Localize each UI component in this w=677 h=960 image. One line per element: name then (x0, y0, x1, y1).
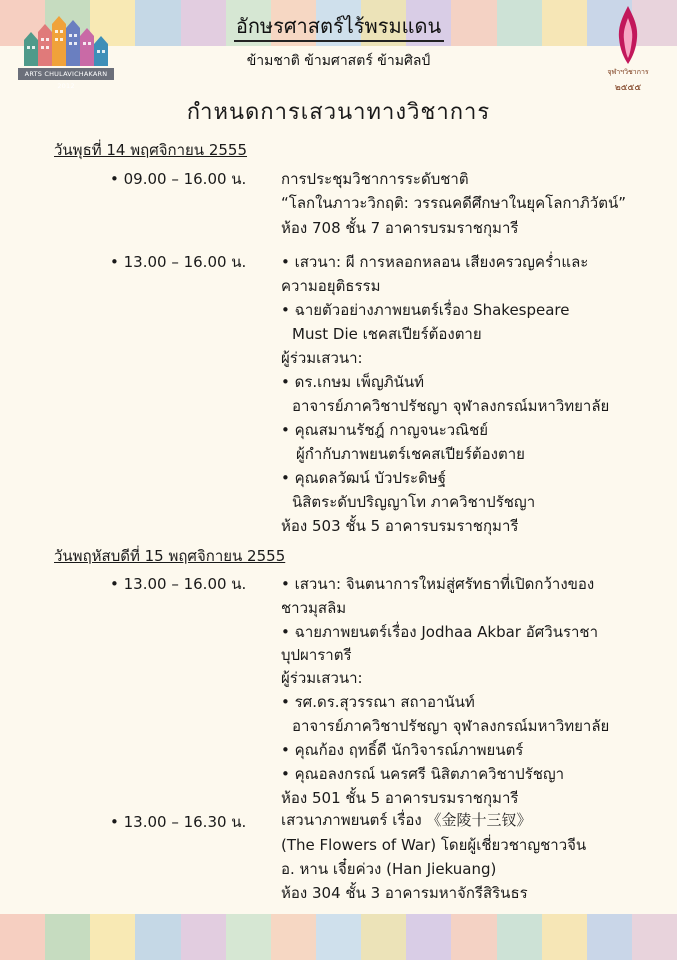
speaker-name: • คุณดลวัฒน์ บัวประดิษฐ์ (281, 469, 446, 487)
stripe-block (0, 914, 45, 960)
speaker-role: ผู้กำกับภาพยนตร์เชคสเปียร์ต้องตาย (296, 445, 525, 463)
session-room: ห้อง 304 ชั้น 3 อาคารมหาจักรีสิรินธร (281, 884, 528, 902)
session-line: บุปผาราตรี (281, 646, 352, 664)
session-time: • 13.00 – 16.00 น. (110, 575, 247, 593)
emblem-caption: จุฬาฯวิชาการ (607, 68, 649, 76)
session-line: (The Flowers of War) โดยผู้เชี่ยวชาญชาวจีน (281, 836, 587, 854)
session-room: ห้อง 503 ชั้น 5 อาคารบรมราชกุมารี (281, 517, 519, 535)
header-underline (234, 40, 444, 42)
stripe-block (135, 914, 180, 960)
session-line: Must Die เชคสเปียร์ต้องตาย (292, 325, 482, 343)
stripe-block (361, 914, 406, 960)
session-time: • 13.00 – 16.00 น. (110, 253, 247, 271)
session-time: • 13.00 – 16.30 น. (110, 813, 247, 831)
speaker-name: • ดร.เกษม เพ็ญภินันท์ (281, 373, 425, 391)
speaker-role: อาจารย์ภาควิชาปรัชญา จุฬาลงกรณ์มหาวิทยาลัย (292, 397, 610, 415)
stripe-block (45, 914, 90, 960)
chulavichakarn-emblem (604, 4, 652, 94)
stripe-block (226, 914, 271, 960)
session-line: ผู้ร่วมเสวนา: (281, 349, 363, 367)
flame-icon (604, 4, 652, 66)
logo-banner-text: ARTS CHULAVICHAKARN 2012 (18, 68, 114, 80)
speaker-name: • คุณสมานรัชฎ์ กาญจนะวณิชย์ (281, 421, 489, 439)
session-line: • เสวนา: ผี การหลอกหลอน เสียงครวญคร่ำและ (281, 253, 589, 271)
session-line: เสวนาภาพยนตร์ เรื่อง 《金陵十三钗》 (281, 811, 532, 829)
stripe-block (316, 914, 361, 960)
session-line: • ฉายภาพยนตร์เรื่อง Jodhaa Akbar อัศวินราชา (281, 623, 599, 641)
day-1-date: วันพุธที่ 14 พฤศจิกายน 2555 (54, 141, 248, 159)
session-line: ห้อง 708 ชั้น 7 อาคารบรมราชกุมารี (281, 219, 519, 237)
session-time: • 09.00 – 16.00 น. (110, 170, 247, 188)
speaker-name: • คุณอลงกรณ์ นครศรี นิสิตภาควิชาปรัชญา (281, 765, 565, 783)
bottom-stripe-band (0, 914, 677, 960)
speaker-role: อาจารย์ภาควิชาปรัชญา จุฬาลงกรณ์มหาวิทยาลัย (292, 717, 610, 735)
stripe-block (632, 914, 677, 960)
header-subtitle: ข้ามชาติ ข้ามศาสตร์ ข้ามศิลป์ (246, 53, 431, 69)
session-line: “โลกในภาวะวิกฤติ: วรรณคดีศึกษาในยุคโลกาภิวัตน์” (281, 194, 626, 212)
stripe-block (587, 914, 632, 960)
page-title: กำหนดการเสวนาทางวิชาการ (186, 100, 491, 125)
header-title: อักษรศาสตร์ไร้พรมแดน (235, 14, 442, 38)
session-line: ผู้ร่วมเสวนา: (281, 669, 363, 687)
stripe-block (406, 914, 451, 960)
stripe-block (181, 914, 226, 960)
day-2-date: วันพฤหัสบดีที่ 15 พฤศจิกายน 2555 (54, 547, 286, 565)
speaker-name: • รศ.ดร.สุวรรณา สถาอานันท์ (281, 693, 475, 711)
speaker-role: นิสิตระดับปริญญาโท ภาควิชาปรัชญา (292, 493, 536, 511)
stripe-block (90, 914, 135, 960)
stripe-block (497, 914, 542, 960)
emblem-year: ๒๕๕๕ (614, 83, 642, 93)
stripe-block (271, 914, 316, 960)
session-line: การประชุมวิชาการระดับชาติ (281, 170, 469, 188)
session-room: ห้อง 501 ชั้น 5 อาคารบรมราชกุมารี (281, 789, 519, 807)
session-line: ชาวมุสลิม (281, 599, 347, 617)
session-line: • เสวนา: จินตนาการใหม่สู่ศรัทธาที่เปิดกว้างของ (281, 575, 595, 593)
session-line: • ฉายตัวอย่างภาพยนตร์เรื่อง Shakespeare (281, 301, 570, 319)
speaker-name: • คุณก้อง ฤทธิ์ดี นักวิจารณ์ภาพยนตร์ (281, 741, 524, 759)
session-line: อ. หาน เจี๋ยค่วง (Han Jiekuang) (281, 860, 497, 878)
stripe-block (542, 914, 587, 960)
stripe-block (451, 914, 496, 960)
session-line: ความอยุติธรรม (281, 277, 381, 295)
